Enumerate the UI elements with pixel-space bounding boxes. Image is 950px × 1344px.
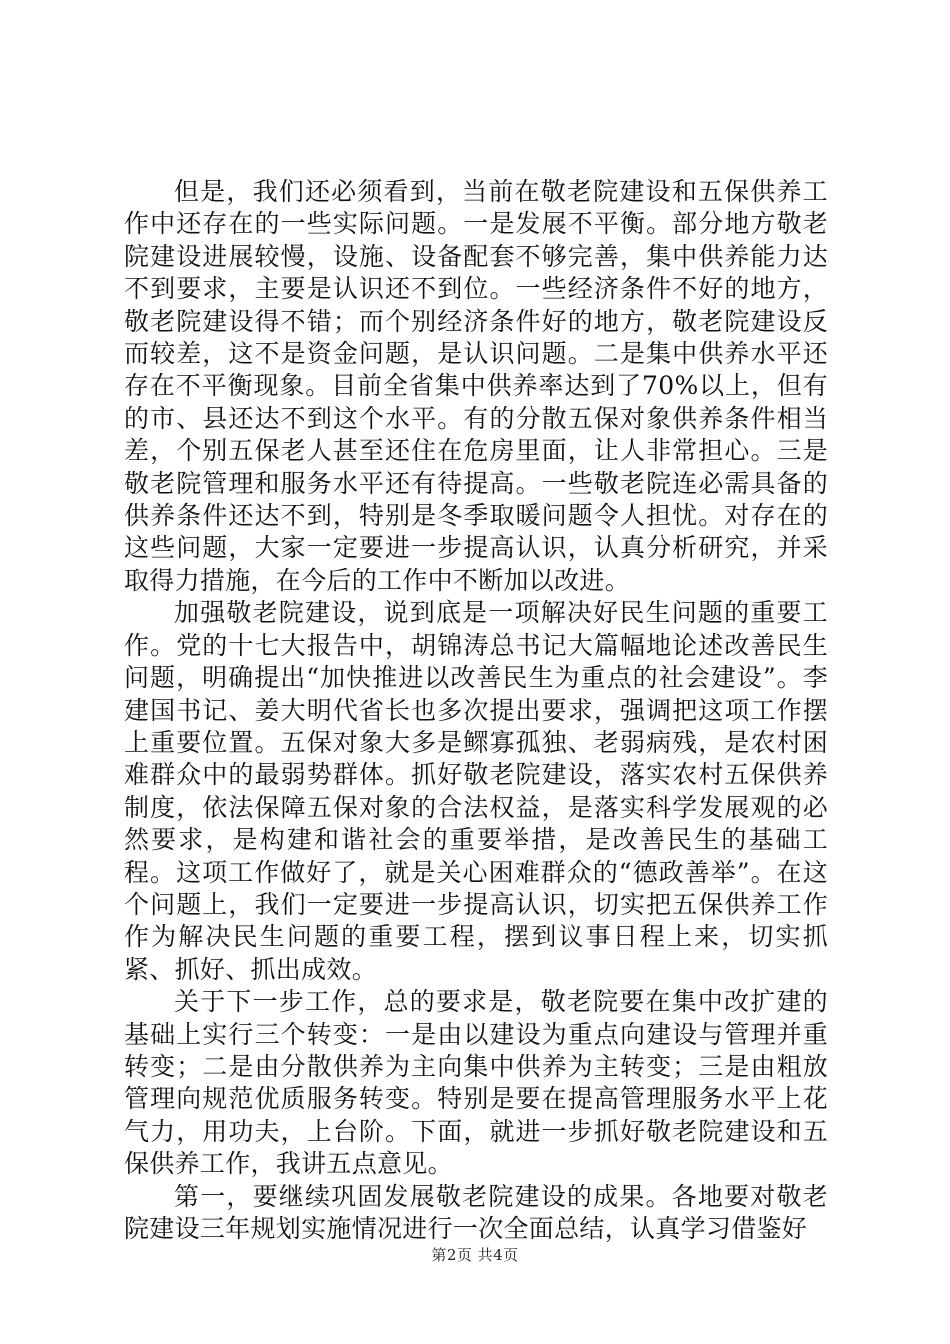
document-body [124, 176, 828, 1245]
page-number-label: 第2页 共4页 [431, 1246, 519, 1264]
paragraph-2: 加强敬老院建设，说到底是一项解决好民生问题的重要工作。党的十七大报告中，胡锦涛总书记大篇幅地论述改善民生问题，明确提出“加快推进以改善民生为重点的社会建设”。李建国书记、姜大明代省长也多次提出要求，强调把这项工作摆上重要位置。五保对象大多是鳏寡孤独、老弱病残，是农村困难群众中的最弱势群体。抓好敬老院建设，落实农村五保供养制度，依法保障五保对象的合法权益，是落实科学发展观的必然要求，是构建和谐社会的重要举措，是改善民生的基础工程。这项工作做好了，就是关心困难群众的“德政善举”。在这个问题上，我们一定要进一步提高认识，切实把五保供养工作作为解决民生问题的重要工程，摆到议事日程上来，切实抓紧、抓好、抓出成效。 [124, 598, 828, 984]
page-footer [0, 1244, 950, 1265]
paragraph-4: 第一，要继续巩固发展敬老院建设的成果。各地要对敬老院建设三年规划实施情况进行一次全面总结，认真学习借鉴好 [124, 1181, 828, 1243]
paragraph-3: 关于下一步工作，总的要求是，敬老院要在集中改扩建的基础上实行三个转变：一是由以建设为重点向建设与管理并重转变；二是由分散供养为主向集中供养为主转变；三是由粗放管理向规范优质服务转变。特别是要在提高管理服务水平上花气力，用功夫，上台阶。下面，就进一步抓好敬老院建设和五保供养工作，我讲五点意见。 [124, 987, 828, 1179]
paragraph-1: 但是，我们还必须看到，当前在敬老院建设和五保供养工作中还存在的一些实际问题。一是发展不平衡。部分地方敬老院建设进展较慢，设施、设备配套不够完善，集中供养能力达不到要求，主要是认识还不到位。一些经济条件不好的地方，敬老院建设得不错；而个别经济条件好的地方，敬老院建设反而较差，这不是资金问题，是认识问题。二是集中供养水平还存在不平衡现象。目前全省集中供养率达到了70%以上，但有的市、县还达不到这个水平。有的分散五保对象供养条件相当差，个别五保老人甚至还住在危房里面，让人非常担心。三是敬老院管理和服务水平还有待提高。一些敬老院连必需具备的供养条件还达不到，特别是冬季取暖问题令人担忧。对存在的这些问题，大家一定要进一步提高认识，认真分析研究，并采取得力措施，在今后的工作中不断加以改进。 [124, 177, 828, 595]
